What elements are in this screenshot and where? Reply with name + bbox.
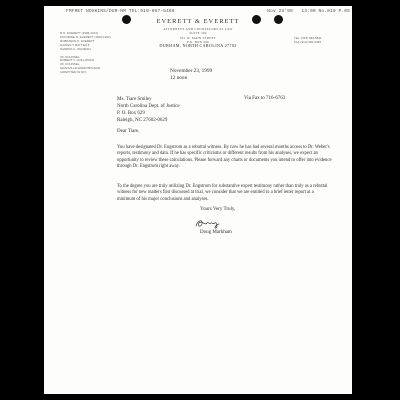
recipient-name: Ms. Tiare Smiley	[117, 97, 152, 102]
partner-name: KATHRINE R. EVERETT (1906-1992)	[60, 34, 111, 39]
firm-phones	[294, 36, 344, 44]
delivery-method: Via Fax to 716-6763	[244, 96, 286, 101]
partner-name: R.O. EVERETT (1905-1974)	[60, 31, 98, 35]
closing: Yours Very Truly,	[200, 207, 236, 212]
handwritten-signature	[194, 217, 224, 230]
firm-street: 301 W. MAIN STREET	[179, 35, 217, 40]
recipient-city: Raleigh, NC 27602-0629	[117, 118, 168, 123]
recipient-address	[117, 96, 180, 124]
phone-number: TEL. (919) 682-5691	[294, 36, 322, 40]
firm-po-box: P.O. BOX 586	[186, 39, 210, 44]
fax-transmission-header	[66, 9, 350, 14]
firm-subtitle: ATTORNEYS AND COUNSELORS AT LAW	[163, 27, 233, 31]
partner-name: SANDRA G. WAXMAN	[60, 46, 91, 51]
counsel-line: OF COUNSEL	[60, 62, 80, 67]
counsel-line: ROBERT C. HOLLOMAN	[60, 58, 94, 63]
punch-hole-left	[122, 15, 131, 24]
time-line: 12 noon	[170, 75, 188, 81]
recipient-org: North Carolina Dept. of Justice	[117, 104, 180, 109]
firm-city: DURHAM, NORTH CAROLINA 27702	[159, 43, 237, 49]
partner-name: ROBINSON O. EVERETT	[60, 38, 95, 43]
body-paragraph-1: You have designated Dr. Engstrom as a rebuttal witness. By now he has had several months access to Dr. Weber's reports, testimony and data. If he has specific criticisms or different results from his analyses, we expect an opportunity to review these calculations. Please forward any charts or documents you intend to offer into evidence through Dr. Engstrom right away.	[117, 145, 332, 170]
fax-header-sender: FMFRET NOSKINS/DUR-NM TEL:919-867-5469	[66, 9, 175, 14]
fax-header-timestamp: Nov 23'99 13:00 No.010 P.05	[267, 9, 350, 14]
counsel-line: OF COUNSEL	[60, 54, 80, 59]
counsel-line: (ADMITTED IN DC)	[60, 70, 87, 75]
counsel-line: GRANVILLE WARD BRANCE	[60, 66, 101, 71]
punch-hole-right	[274, 15, 283, 24]
partner-name: GAINES T. BATTEN II	[60, 42, 90, 47]
recipient-box: P. O. Box 629	[117, 111, 145, 116]
firm-name: EVERETT & EVERETT	[156, 18, 240, 25]
fax-number: FAX (919) 682-5469	[294, 40, 322, 44]
letter-date	[170, 68, 212, 82]
firm-suite: SUITE 300	[189, 31, 207, 36]
partner-list	[60, 32, 118, 75]
date-line: November 23, 1999	[170, 68, 213, 74]
salutation: Dear Tiare,	[117, 129, 140, 134]
body-paragraph-2: To the degree you are truly utilizing Dr. Engstrom for substantive expert testimony rather than truly as a rebuttal witness for new matters first discussed at trial, we consider that we are entitled to a brief letter report at a minimum of his major conclusions and analyses.	[117, 184, 328, 202]
signer-name: Doug Markham	[200, 230, 232, 235]
firm-details	[134, 27, 262, 48]
fax-page	[44, 6, 352, 394]
